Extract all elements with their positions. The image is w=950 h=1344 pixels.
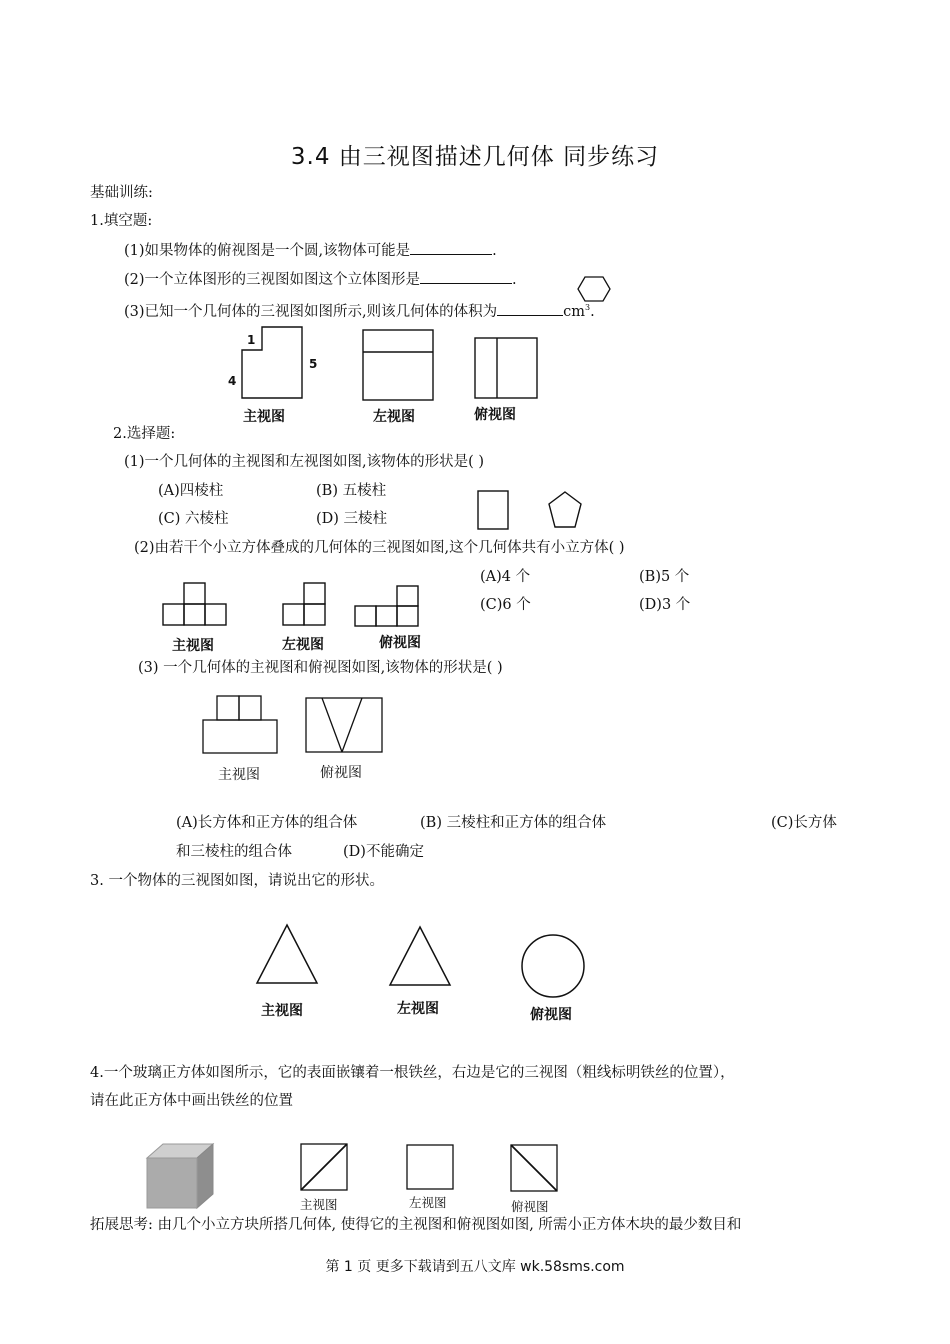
q2-s2-top-view: [354, 585, 420, 627]
q4-glass-cube: [145, 1142, 215, 1210]
q2-s1-text: (1)一个几何体的主视图和左视图如图,该物体的形状是( ): [124, 454, 485, 470]
q2-s1-option-a[interactable]: (A)四棱柱: [158, 483, 224, 499]
q3-caption-left: 左视图: [397, 1001, 439, 1017]
q2-s3-text: (3) 一个几何体的主视图和俯视图如图,该物体的形状是( ): [138, 660, 503, 676]
q2-heading: 2.选择题:: [113, 426, 176, 442]
q2-s1-option-c[interactable]: (C) 六棱柱: [158, 511, 229, 527]
q4-front-view: [299, 1142, 349, 1192]
q4-line1: 4.一个玻璃正方体如图所示，它的表面嵌镶着一根铁丝，右边是它的三视图（粗线标明铁丝的位置），: [90, 1065, 735, 1081]
q1-part1-blank[interactable]: [410, 240, 492, 255]
q2-s3-caption-top: 俯视图: [320, 765, 362, 781]
q2-s3-option-b[interactable]: (B) 三棱柱和正方体的组合体: [420, 815, 607, 831]
q2-s2-text: (2)由若干个小立方体叠成的几何体的三视图如图,这个几何体共有小立方体( ): [134, 540, 625, 556]
q4-left-view: [405, 1143, 455, 1191]
q1-part1: [124, 240, 497, 261]
q1-part2-text: (2)一个立体图形的三视图如图这个立体图形是: [124, 272, 421, 288]
q2-s2-option-a[interactable]: (A)4 个: [480, 569, 531, 585]
q1-part2-blank[interactable]: [420, 269, 512, 284]
q1-dim-4: 4: [228, 374, 237, 388]
q1-part1-end: .: [492, 243, 497, 259]
q2-s2-caption-front: 主视图: [172, 638, 214, 654]
q2-s3-option-c[interactable]: (C)长方体: [771, 815, 837, 831]
q2-s2-option-c[interactable]: (C)6 个: [480, 597, 531, 613]
q4-line2: 请在此正方体中画出铁丝的位置: [90, 1093, 293, 1109]
q2-s2-caption-left: 左视图: [282, 637, 324, 653]
q1-heading: 1.填空题:: [90, 213, 153, 229]
q1-dim-1: 1: [247, 333, 256, 347]
q3-top-view-circle: [520, 933, 586, 999]
q1-caption-front: 主视图: [243, 409, 285, 425]
q2-s2-option-d[interactable]: (D)3 个: [639, 597, 691, 613]
q1-caption-top: 俯视图: [474, 407, 516, 423]
q1-left-view: [361, 328, 435, 402]
q1-part3-blank[interactable]: [497, 301, 563, 316]
q2-s2-left-view: [282, 582, 328, 626]
q3-caption-front: 主视图: [261, 1003, 303, 1019]
q2-s2-front-view: [162, 582, 228, 626]
q2-s1-front-rect: [476, 489, 510, 531]
q2-s1-option-d[interactable]: (D) 三棱柱: [316, 511, 388, 527]
q2-s3-option-d[interactable]: (D)不能确定: [343, 844, 424, 860]
q2-s3-top-view: [304, 696, 384, 754]
q2-s3-option-c-cont: 和三棱柱的组合体: [176, 844, 292, 860]
q4-caption-top: 俯视图: [511, 1199, 549, 1214]
q2-s2-option-b[interactable]: (B)5 个: [639, 569, 690, 585]
q1-part2: [124, 269, 517, 290]
q4-top-view: [509, 1143, 559, 1193]
q2-s3-front-view: [201, 694, 279, 756]
q2-s3-option-a[interactable]: (A)长方体和正方体的组合体: [176, 815, 358, 831]
q4-caption-front: 主视图: [300, 1197, 338, 1212]
page-title: 3.4 由三视图描述几何体 同步练习: [290, 144, 660, 170]
page-footer: 第 1 页 更多下载请到五八文库 wk.58sms.com: [325, 1259, 625, 1275]
q2-s2-caption-top: 俯视图: [379, 635, 421, 651]
q2-s1-option-b[interactable]: (B) 五棱柱: [316, 483, 387, 499]
q3-caption-top: 俯视图: [530, 1007, 572, 1023]
q1-part3-sup: 3: [585, 303, 591, 312]
q1-part2-end: .: [512, 272, 517, 288]
q2-s3-caption-front: 主视图: [218, 767, 260, 783]
q1-top-view: [473, 336, 539, 400]
extension-text: 拓展思考: 由几个小立方块所搭几何体, 使得它的主视图和俯视图如图, 所需小正方体木块的最少数目和: [90, 1217, 742, 1233]
q1-dim-5: 5: [309, 357, 318, 371]
q4-caption-left: 左视图: [409, 1195, 447, 1210]
section-basic: 基础训练:: [90, 185, 153, 201]
q3-left-view-triangle: [388, 925, 452, 987]
q1-caption-left: 左视图: [373, 409, 415, 425]
q3-text: 3. 一个物体的三视图如图，请说出它的形状。: [90, 873, 384, 889]
q3-front-view-triangle: [255, 923, 319, 985]
q1-part3-end: .: [590, 303, 595, 320]
q1-part1-text: (1)如果物体的俯视图是一个圆,该物体可能是: [124, 243, 411, 259]
q2-s1-pentagon: [547, 490, 583, 530]
q1-part3-unit: cm: [563, 303, 586, 320]
q1-part3-text: (3)已知一个几何体的三视图如图所示,则该几何体的体积为: [124, 303, 498, 320]
q1-part3: [124, 298, 595, 322]
